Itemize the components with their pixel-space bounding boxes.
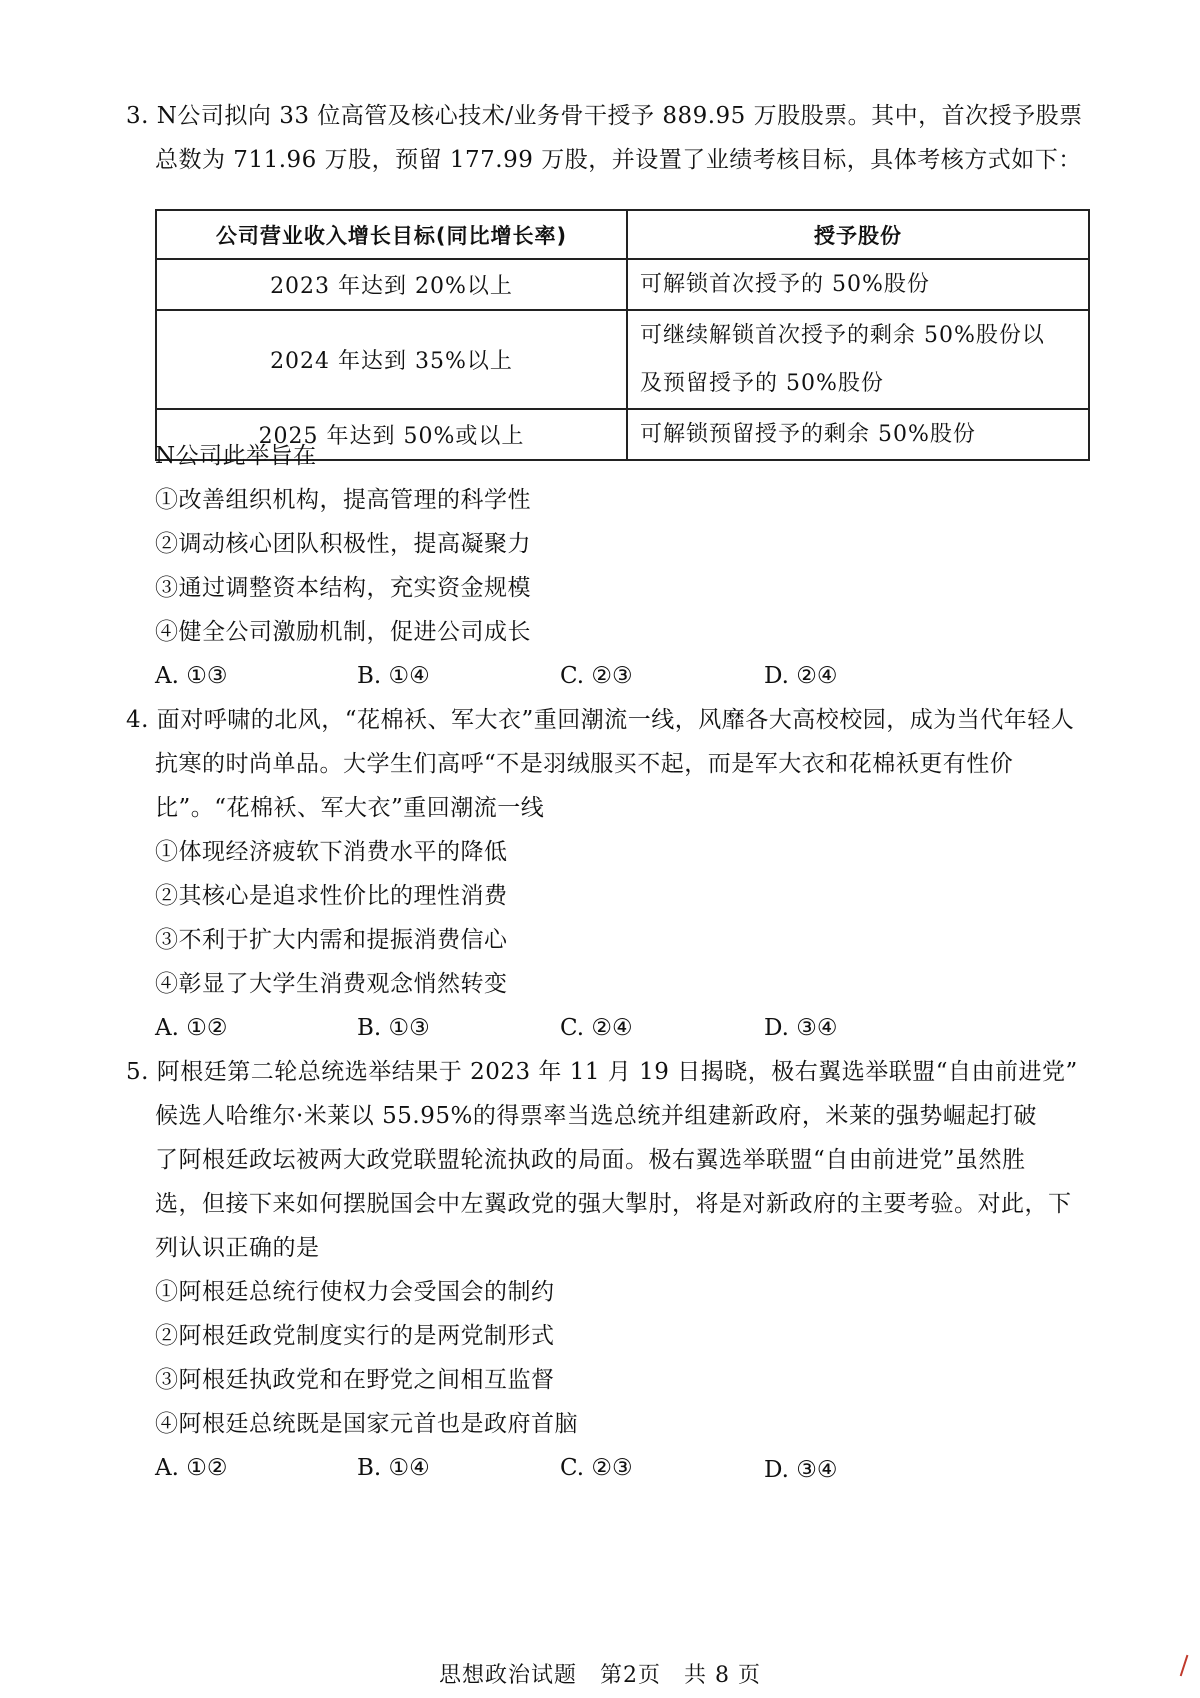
table-header-growth-target: 公司营业收入增长目标(同比增长率) — [156, 210, 627, 259]
q5-stem-line-5: 列认识正确的是 — [155, 1235, 320, 1261]
q3-option-d[interactable]: D. ②④ — [764, 663, 838, 689]
table-cell-condition: 2024 年达到 35%以上 — [156, 310, 627, 409]
q5-option-b[interactable]: B. ①④ — [357, 1455, 430, 1481]
q4-stem-line-3: 比”。“花棉袄、军大衣”重回潮流一线 — [155, 795, 545, 821]
table-cell-result-line: 可解锁首次授予的 50%股份 — [640, 271, 930, 297]
q4-option-b[interactable]: B. ①③ — [357, 1015, 430, 1041]
q4-item-1: ①体现经济疲软下消费水平的降低 — [155, 839, 508, 865]
q3-prompt: N公司此举旨在 — [155, 443, 317, 469]
q4-stem-line-1: 4. 面对呼啸的北风，“花棉袄、军大衣”重回潮流一线，风靡各大高校校园，成为当代年轻人 — [126, 707, 1075, 733]
table-header-granted-shares: 授予股份 — [627, 210, 1089, 259]
q4-item-3: ③不利于扩大内需和提振消费信心 — [155, 927, 508, 953]
q5-item-2: ②阿根廷政党制度实行的是两党制形式 — [155, 1323, 555, 1349]
q4-item-2: ②其核心是追求性价比的理性消费 — [155, 883, 508, 909]
q5-item-3: ③阿根廷执政党和在野党之间相互监督 — [155, 1367, 555, 1393]
q4-stem-line-2: 抗寒的时尚单品。大学生们高呼“不是羽绒服买不起，而是军大衣和花棉袄更有性价 — [155, 751, 1014, 777]
q5-item-1: ①阿根廷总统行使权力会受国会的制约 — [155, 1279, 555, 1305]
q3-option-b[interactable]: B. ①④ — [357, 663, 430, 689]
q3-item-4: ④健全公司激励机制，促进公司成长 — [155, 619, 531, 645]
table-cell-condition: 2025 年达到 50%或以上 — [156, 409, 627, 460]
q5-item-4: ④阿根廷总统既是国家元首也是政府首脑 — [155, 1411, 578, 1437]
table-cell-result-line: 可解锁预留授予的剩余 50%股份 — [640, 421, 976, 447]
q3-item-1: ①改善组织机构，提高管理的科学性 — [155, 487, 531, 513]
table-cell-result — [627, 259, 1089, 310]
table-row — [156, 259, 1089, 310]
table-cell-result-line: 可继续解锁首次授予的剩余 50%股份以 — [640, 322, 1045, 348]
table-cell-result — [627, 409, 1089, 460]
table-row — [156, 310, 1089, 409]
q5-stem-line-2: 候选人哈维尔·米莱以 55.95%的得票率当选总统并组建新政府，米莱的强势崛起打破 — [155, 1103, 1037, 1129]
q3-option-c[interactable]: C. ②③ — [560, 663, 633, 689]
q5-stem-line-4: 选，但接下来如何摆脱国会中左翼政党的强大掣肘，将是对新政府的主要考验。对此，下 — [155, 1191, 1072, 1217]
q3-option-a[interactable]: A. ①③ — [155, 663, 228, 689]
q5-stem-line-3: 了阿根廷政坛被两大政党联盟轮流执政的局面。极右翼选举联盟“自由前进党”虽然胜 — [155, 1147, 1026, 1173]
q4-option-d[interactable]: D. ③④ — [764, 1015, 838, 1041]
table-cell-condition: 2023 年达到 20%以上 — [156, 259, 627, 310]
q3-assessment-table — [155, 209, 1090, 461]
q5-stem-line-1: 5. 阿根廷第二轮总统选举结果于 2023 年 11 月 19 日揭晓，极右翼选举联盟“自由前进党” — [126, 1059, 1078, 1085]
q4-option-c[interactable]: C. ②④ — [560, 1015, 633, 1041]
q4-item-4: ④彰显了大学生消费观念悄然转变 — [155, 971, 508, 997]
q3-item-3: ③通过调整资本结构，充实资金规模 — [155, 575, 531, 601]
q5-option-c[interactable]: C. ②③ — [560, 1455, 633, 1481]
q3-item-2: ②调动核心团队积极性，提高凝聚力 — [155, 531, 531, 557]
q5-option-d[interactable]: D. ③④ — [764, 1457, 838, 1483]
q4-option-a[interactable]: A. ①② — [155, 1015, 228, 1041]
page-footer: 思想政治试题 第2页 共 8 页 — [439, 1663, 761, 1688]
table-cell-result — [627, 310, 1089, 409]
q3-stem-line-1: 3. N公司拟向 33 位高管及核心技术/业务骨干授予 889.95 万股股票。其中，首次授予股票 — [126, 103, 1083, 129]
q5-option-a[interactable]: A. ①② — [155, 1455, 228, 1481]
table-cell-result-line: 及预留授予的 50%股份 — [640, 370, 884, 396]
q3-stem-line-2: 总数为 711.96 万股，预留 177.99 万股，并设置了业绩考核目标，具体考核方式如下： — [155, 147, 1082, 173]
